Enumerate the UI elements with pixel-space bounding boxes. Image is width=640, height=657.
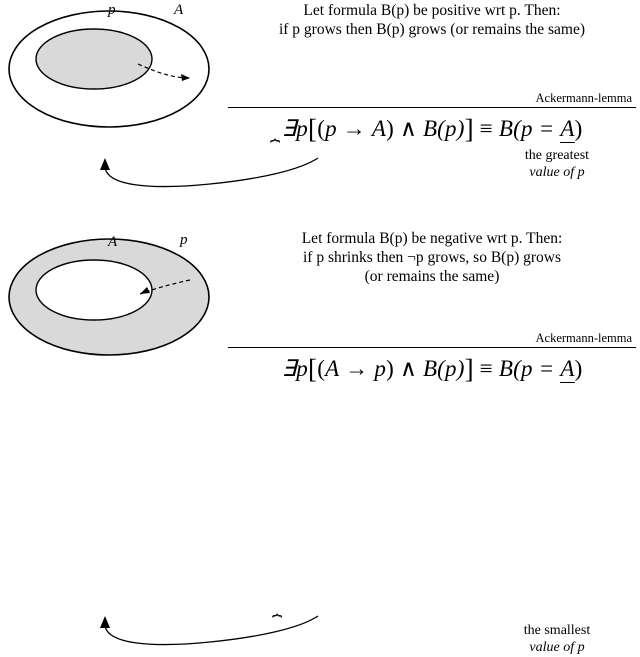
formula-close-bracket: ] <box>464 353 474 384</box>
formula-rhs-suffix: ) <box>574 115 583 141</box>
formula-paren-close: ) <box>386 355 394 381</box>
venn-label-inner-p: p <box>108 2 116 18</box>
panel-positive <box>0 0 640 215</box>
explanation-negative <box>228 230 636 287</box>
formula-arrow: → <box>345 355 369 381</box>
formula-paren-close: ) <box>386 115 394 141</box>
caption-line: value of p <box>529 164 585 180</box>
explanation-line: (or remains the same) <box>364 267 500 285</box>
lemma-block-negative <box>228 332 636 385</box>
formula-quantifier: ∃p <box>281 355 308 381</box>
formula-open-bracket: [ <box>308 113 318 144</box>
formula-equiv: ≡ <box>479 355 493 381</box>
venn-label-outer-p: p <box>180 232 188 248</box>
formula-impl-left: A <box>325 355 340 381</box>
underbrace-positive: ⏞ <box>270 139 281 158</box>
formula-rhs-substitution: A <box>560 355 575 381</box>
formula-b-of-p: B(p) <box>422 115 465 141</box>
lemma-label: Ackermann-lemma <box>535 331 632 345</box>
formula-arrow: → <box>342 115 366 141</box>
caption-line: the greatest <box>524 148 590 163</box>
formula-paren-open: ( <box>317 355 326 381</box>
inner-ellipse-p <box>36 29 152 89</box>
caption-smallest-value <box>482 623 632 657</box>
formula-paren-open: ( <box>317 115 326 141</box>
formula-rhs-suffix: ) <box>574 355 583 381</box>
formula-close-bracket: ] <box>464 113 474 144</box>
formula-conjunction: ∧ <box>399 115 417 141</box>
caption-greatest-value <box>482 148 632 182</box>
formula-conjunction: ∧ <box>399 355 417 381</box>
formula-open-bracket: [ <box>308 353 318 384</box>
formula-b-of-p: B(p) <box>422 355 465 381</box>
venn-label-outer-A: A <box>174 2 184 18</box>
explanation-line: if p grows then B(p) grows (or remains the same) <box>278 20 586 38</box>
connector-arrow-positive <box>60 128 340 198</box>
inner-ellipse-A <box>36 260 152 320</box>
venn-diagram-negative <box>4 232 224 377</box>
lemma-label: Ackermann-lemma <box>535 91 632 105</box>
formula-rhs-prefix: B(p = <box>498 355 555 381</box>
formula-impl-right: p <box>374 355 387 381</box>
explanation-positive <box>228 2 636 40</box>
formula-negative <box>228 348 636 385</box>
formula-impl-left: p <box>325 115 337 141</box>
formula-quantifier: ∃p <box>281 115 308 141</box>
underbrace-negative: ⏞ <box>272 614 283 633</box>
connector-path <box>105 158 318 187</box>
formula-rhs-substitution: A <box>560 115 575 141</box>
connector-arrow-head <box>100 616 110 628</box>
formula-equiv: ≡ <box>479 115 493 141</box>
explanation-line: if p shrinks then ¬p grows, so B(p) grows <box>302 248 562 266</box>
formula-rhs-prefix: B(p = <box>498 115 555 141</box>
formula-impl-right: A <box>371 115 387 141</box>
caption-line: the smallest <box>523 623 591 638</box>
panel-negative <box>0 228 640 655</box>
explanation-line: Let formula B(p) be positive wrt p. Then: <box>303 2 561 19</box>
explanation-line: Let formula B(p) be negative wrt p. Then: <box>301 230 563 247</box>
connector-arrow-negative <box>60 586 340 656</box>
connector-path <box>105 616 318 645</box>
connector-arrow-head <box>100 158 110 170</box>
venn-label-inner-A: A <box>108 234 118 250</box>
caption-line: value of p <box>529 639 585 655</box>
